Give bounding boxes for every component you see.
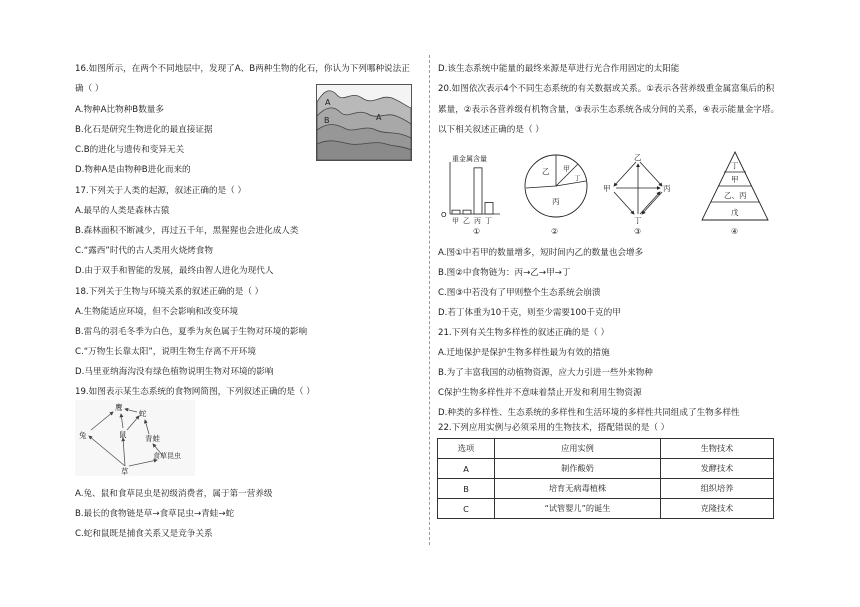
fig4-level-jia: 甲 bbox=[731, 175, 739, 184]
table-row bbox=[438, 499, 774, 519]
fig2-slice-jia: 甲 bbox=[563, 165, 570, 173]
fig3-number: ③ bbox=[634, 227, 642, 236]
table-header-cell: 选项 bbox=[438, 439, 495, 459]
q21-option-c: C保护生物多样性并不意味着禁止开发和利用生物资源 bbox=[438, 388, 642, 398]
table-header-cell: 应用实例 bbox=[495, 439, 661, 459]
fig4-number: ④ bbox=[731, 227, 739, 236]
web-node-insect: 食草昆虫 bbox=[153, 452, 181, 460]
table-cell: 培育无病毒植株 bbox=[495, 479, 661, 499]
table-header-cell: 生物技术 bbox=[661, 439, 774, 459]
q20-option-d: D.若丁体重为10千克，则至少需要100千克的甲 bbox=[438, 308, 621, 318]
table-cell: 克隆技术 bbox=[661, 499, 774, 519]
fig4-level-wu: 戊 bbox=[731, 208, 739, 217]
q16-option-b: B.化石是研究生物进化的最直接证据 bbox=[75, 125, 213, 135]
q16-stem-2: 确（ ） bbox=[75, 84, 104, 94]
fig3-node-jia: 甲 bbox=[603, 184, 611, 193]
table-cell: B bbox=[438, 479, 495, 499]
fig2-slice-yi: 乙 bbox=[542, 167, 550, 176]
q19-option-a: A.兔、鼠和食草昆虫是初级消费者，属于第一营养级 bbox=[75, 489, 273, 499]
fig2-number: ② bbox=[551, 227, 559, 236]
food-web-figure bbox=[75, 400, 195, 476]
table-header-row bbox=[438, 439, 774, 459]
fossil-label-a-upper: A bbox=[325, 98, 331, 107]
q17-option-d: D.由于双手和智能的发展，最终由智人进化为现代人 bbox=[75, 266, 274, 276]
fig1-number: ① bbox=[473, 227, 481, 236]
q21-stem: 21.下列有关生物多样性的叙述正确的是（ ） bbox=[438, 328, 610, 338]
q18-option-d: D.马里亚纳海沟没有绿色植物说明生物对环境的影响 bbox=[75, 367, 274, 377]
fig1-tick-label: 甲 bbox=[452, 217, 459, 225]
q21-option-a: A.迁地保护是保护生物多样性最为有效的措施 bbox=[438, 348, 610, 358]
fossil-label-a-right: A bbox=[376, 113, 382, 122]
q20-figure-2-pie bbox=[520, 148, 592, 238]
web-node-hawk: 鹰 bbox=[115, 403, 123, 412]
web-node-grass: 草 bbox=[121, 467, 129, 476]
table-row bbox=[438, 479, 774, 499]
web-node-rabbit: 兔 bbox=[79, 431, 87, 440]
fig3-node-yi: 乙 bbox=[634, 153, 642, 162]
fig1-bar bbox=[485, 202, 493, 214]
fossil-label-b: B bbox=[324, 116, 330, 125]
fig2-slice-bing: 丙 bbox=[552, 197, 560, 206]
q18-option-b: B.雷鸟的羽毛冬季为白色，夏季为灰色属于生物对环境的影响 bbox=[75, 327, 308, 337]
q20-figure-3-relations bbox=[600, 148, 676, 238]
fig2-slice-ding: 丁 bbox=[574, 174, 581, 182]
q18-option-a: A.生物能适应环境，但不会影响和改变环境 bbox=[75, 307, 239, 317]
fig1-bar bbox=[474, 168, 482, 214]
fig4-level-ding: 丁 bbox=[731, 161, 739, 170]
fig4-level-yibing: 乙、丙 bbox=[724, 191, 747, 200]
q20-option-b: B.图②中食物链为：丙→乙→甲→丁 bbox=[438, 268, 571, 278]
q16-stem-1: 16.如图所示，在两个不同地层中，发现了A、B两种生物的化石，你认为下列哪种说法正 bbox=[75, 64, 410, 74]
q20-figure-1-bar-chart bbox=[438, 148, 508, 238]
q22-table bbox=[437, 438, 774, 519]
q19-option-b: B.最长的食物链是草→食草昆虫→青蛙→蛇 bbox=[75, 509, 235, 519]
q20-stem-1: 20.如图依次表示4个不同生态系统的有关数据或关系。①表示各营养级重金属富集后的积 bbox=[438, 84, 775, 94]
q17-option-a: A.最早的人类是森林古猿 bbox=[75, 206, 170, 216]
q16-option-a: A.物种A比物种B数量多 bbox=[75, 105, 164, 115]
table-cell: C bbox=[438, 499, 495, 519]
q20-option-c: C.图③中若没有了甲则整个生态系统会崩溃 bbox=[438, 288, 601, 298]
q21-option-b: B.为了丰富我国的动植物资源，应大力引进一些外来物种 bbox=[438, 368, 653, 378]
fig1-bar bbox=[452, 210, 460, 214]
q22-stem: 22.下列应用实例与必须采用的生物技术，搭配错误的是（ ） bbox=[438, 423, 670, 433]
table-cell: 制作酸奶 bbox=[495, 459, 661, 479]
fig1-ylabel: 重金属含量 bbox=[452, 155, 487, 163]
fig1-origin: O bbox=[441, 211, 447, 219]
fossil-strata-figure bbox=[316, 84, 412, 161]
column-divider bbox=[429, 55, 430, 545]
table-cell: 发酵技术 bbox=[661, 459, 774, 479]
fig3-node-bing: 丙 bbox=[663, 184, 671, 193]
fig1-tick-label: 丁 bbox=[485, 217, 492, 225]
web-node-frog: 青蛙 bbox=[145, 434, 160, 443]
q17-option-b: B.森林面积不断减少，再过五千年，黑猩猩也会进化成人类 bbox=[75, 226, 299, 236]
table-cell: “试管婴儿”的诞生 bbox=[495, 499, 661, 519]
q19-stem: 19.如图表示某生态系统的食物网简图，下列叙述正确的是（ ） bbox=[75, 387, 315, 397]
q17-stem: 17.下列关于人类的起源，叙述正确的是（ ） bbox=[75, 186, 247, 196]
q18-option-c: C.“万物生长靠太阳”，说明生物生存离不开环境 bbox=[75, 347, 256, 357]
q16-option-c: C.B的进化与遗传和变异无关 bbox=[75, 145, 185, 155]
table-cell: A bbox=[438, 459, 495, 479]
q16-option-d: D.物种A是由物种B进化而来的 bbox=[75, 165, 191, 175]
q20-stem-2: 累量，②表示各营养级有机物含量，③表示生态系统各成分间的关系，④表示能量金字塔。 bbox=[438, 105, 780, 115]
q21-option-d: D.种类的多样性、生态系统的多样性和生活环境的多样性共同组成了生物多样性 bbox=[438, 408, 740, 418]
q20-option-a: A.图①中若甲的数量增多，短时间内乙的数量也会增多 bbox=[438, 248, 644, 258]
fig1-tick-label: 乙 bbox=[463, 217, 470, 225]
q18-stem: 18.下列关于生物与环境关系的叙述正确的是（ ） bbox=[75, 287, 264, 297]
web-node-mouse: 鼠 bbox=[119, 430, 127, 439]
table-row bbox=[438, 459, 774, 479]
fig3-node-ding: 丁 bbox=[634, 216, 642, 225]
q19-option-d: D.该生态系统中能量的最终来源是草进行光合作用固定的太阳能 bbox=[438, 64, 680, 74]
web-node-snake: 蛇 bbox=[139, 409, 147, 418]
q19-option-c: C.蛇和鼠既是捕食关系又是竞争关系 bbox=[75, 529, 213, 539]
fig1-bar bbox=[463, 210, 471, 214]
table-cell: 组织培养 bbox=[661, 479, 774, 499]
q20-figure-4-pyramid bbox=[698, 148, 772, 238]
fig1-tick-label: 丙 bbox=[474, 217, 481, 225]
q20-stem-3: 以下相关叙述正确的是（ ） bbox=[438, 125, 544, 135]
q17-option-c: C.“露西”时代的古人类用火烧烤食物 bbox=[75, 246, 213, 256]
